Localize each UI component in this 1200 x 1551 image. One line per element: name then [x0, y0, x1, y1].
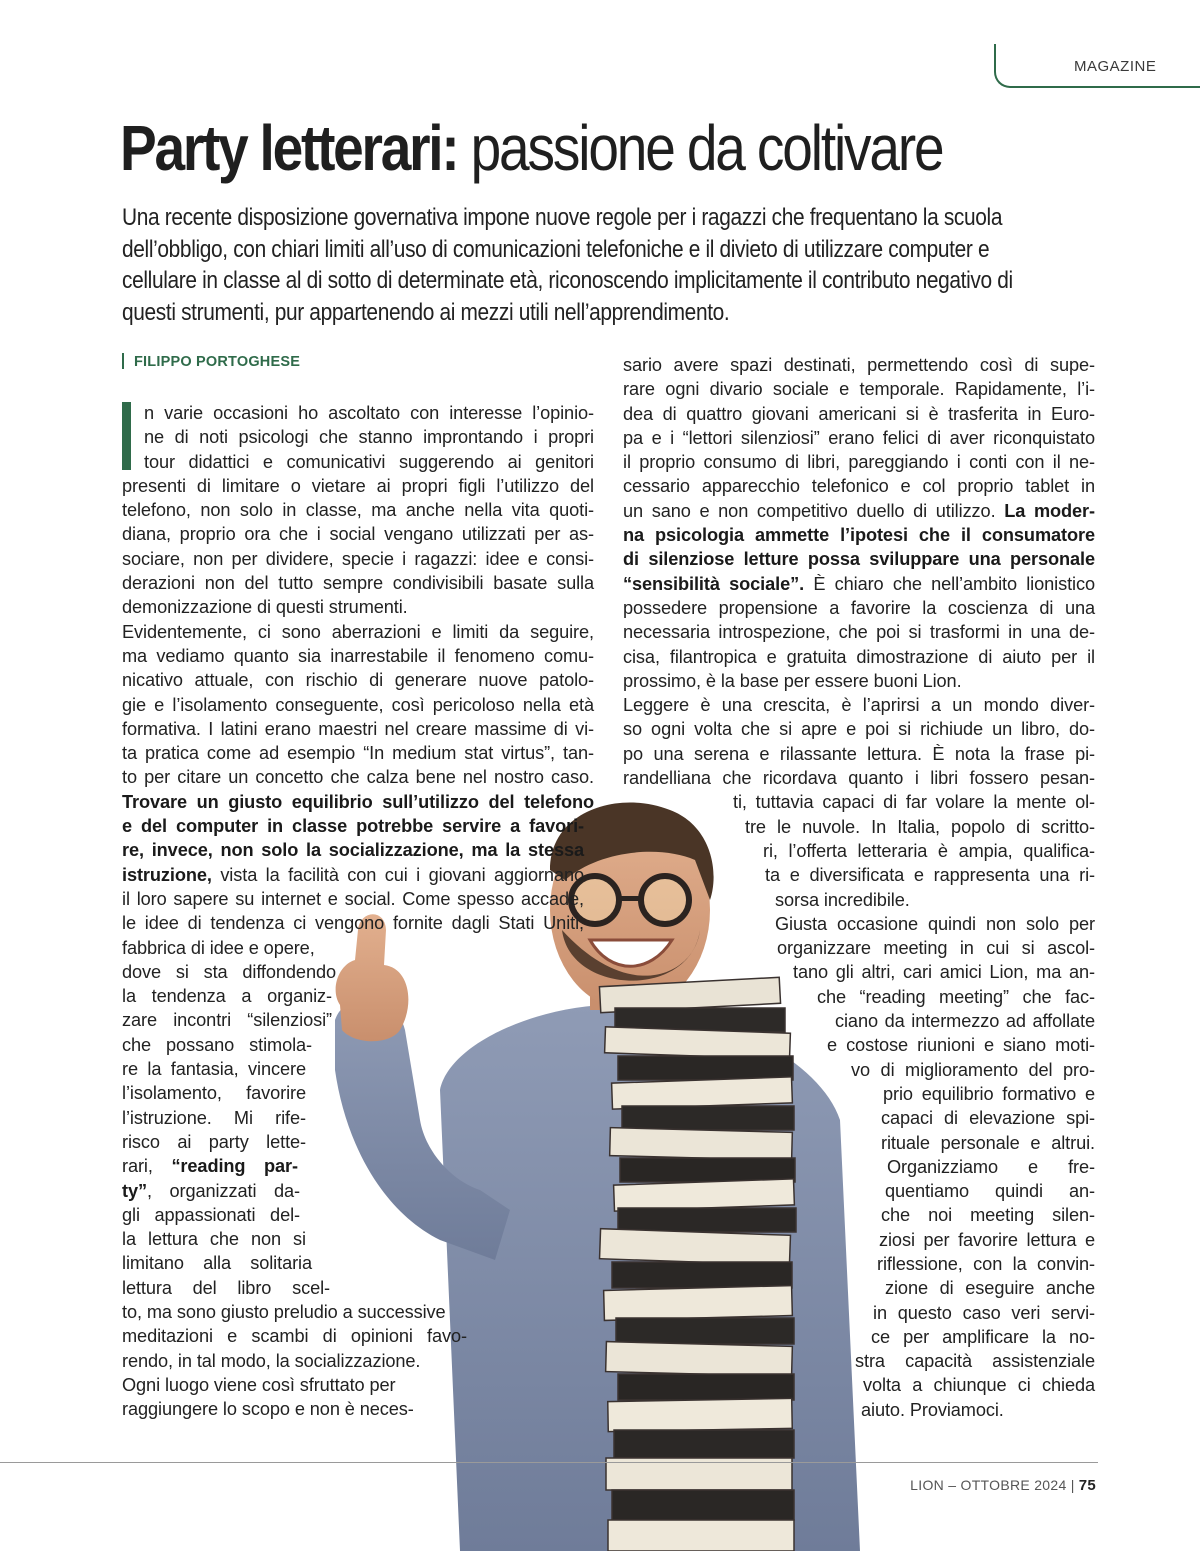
text-line: le idee di tendenza ci vengono fornite dagli Stati Uniti, [122, 913, 584, 934]
text-line: raggiungere lo scopo e non è neces- [122, 1399, 414, 1420]
text-line: stra capacità assistenziale [855, 1351, 1095, 1372]
text-line [122, 863, 584, 887]
text-line: l’istruzione. Mi rife- [122, 1107, 306, 1128]
text-run: , organizzati da- [146, 1180, 300, 1201]
footer-rule [0, 1462, 1098, 1463]
text-bold-run: istruzione, [122, 864, 212, 885]
text-line: ma vediamo quanto sia inarrestabile il fenomeno comu- [122, 645, 594, 666]
text-line: rendo, in tal modo, la socializzazione. [122, 1350, 421, 1371]
text-line: tre le nuvole. In Italia, popolo di scritto- [745, 816, 1095, 837]
text-line: cisa, filantropica e gratuita dimostrazione di aiuto per il [623, 646, 1095, 667]
text-line: n varie occasioni ho ascoltato con interesse l’opinio- [144, 403, 594, 423]
text-line: prossimo, è la base per essere buoni Lion. [623, 670, 962, 691]
text-line: po una serena e rilassante lettura. È nota la frase pi- [623, 743, 1095, 764]
issue-label: LION – OTTOBRE 2024 | [910, 1477, 1075, 1493]
text-line: riflessione, con la convin- [877, 1253, 1095, 1274]
text-line: l’isolamento, favorire [122, 1083, 306, 1104]
text-line: to, ma sono giusto preludio a successive [122, 1301, 446, 1322]
text-line: che “reading meeting” che fac- [817, 986, 1095, 1007]
text-line: Leggere è una crescita, è l’aprirsi a un mondo diver- [623, 695, 1095, 716]
text-line-bold: re, invece, non solo la socializzazione, ma la stessa [122, 840, 584, 861]
text-line: ziosi per favorire lettura e [879, 1229, 1095, 1250]
author-name: FILIPPO PORTOGHESE [134, 354, 301, 370]
article-lede: Una recente disposizione governativa impone nuove regole per i ragazzi che frequentano la scuola dell’obbligo, con chiari limiti all’uso di comunicazioni telefoniche e il divieto di utilizzare computer e cellulare in classe al di sotto di determinate età, riconoscendo implicitamente il contributo negativo di questi strumenti, pur appartenendo ai mezzi utili nell’apprendimento. [122, 204, 1013, 326]
text-line: e costose riunioni e siano moti- [827, 1035, 1095, 1056]
text-bold-run: “sensibilità sociale”. [623, 573, 805, 594]
text-line: re la fantasia, vincere [122, 1059, 306, 1080]
text-line: capaci di elevazione spi- [881, 1108, 1095, 1129]
text-line: meditazioni e scambi di opinioni favo- [122, 1326, 467, 1347]
text-bold-run: ty” [122, 1180, 147, 1201]
text-line: fabbrica di idee e opere, [122, 937, 315, 958]
text-line: Evidentemente, ci sono aberrazioni e limiti da seguire, [122, 621, 594, 642]
text-line: Giusta occasione quindi non solo per [775, 913, 1095, 934]
text-line: in questo caso veri servi- [873, 1302, 1095, 1323]
text-run: un sano e non competitivo duello di utilizzo. [623, 500, 1005, 521]
text-line: la lettura che non si [122, 1229, 306, 1250]
page-footer [910, 1477, 1096, 1494]
text-line: so ogni volta che si apre e poi si richiude un libro, do- [623, 719, 1095, 740]
text-line: sario avere spazi destinati, permettendo così di supe- [623, 355, 1095, 375]
text-line: dea di quattro giovani americani si è trasferita in Euro- [623, 403, 1095, 424]
text-line: ce per amplificare la no- [871, 1326, 1095, 1347]
text-line: derazioni non del tutto sempre condivisibili basate sulla [122, 573, 594, 594]
text-line: sociare, non per dividere, specie i ragazzi: idee e consi- [122, 548, 594, 569]
byline [122, 353, 300, 370]
text-line: quentiamo quindi an- [885, 1181, 1095, 1202]
text-line: gie e l’isolamento conseguente, così pericoloso nella età [122, 694, 594, 715]
text-line-bold: na psicologia ammette l’ipotesi che il consumatore [623, 525, 1095, 546]
text-line: diana, proprio ora che i social vengano utilizzati per as- [122, 524, 594, 545]
right-column [623, 353, 1095, 1422]
text-line [623, 499, 1095, 523]
text-line: pa e i “lettori silenziosi” erano felici di aver riconquistato [623, 427, 1095, 448]
text-run: vista la facilità con cui i giovani aggiornano [211, 864, 584, 885]
article-title [120, 112, 943, 184]
text-line: il loro sapere su internet e social. Come spesso accade, [122, 888, 584, 909]
text-line: zare incontri “silenziosi” [122, 1010, 332, 1031]
text-line: telefono, non solo in classe, ma anche nella vita quoti- [122, 500, 594, 521]
text-line: gli appassionati del- [122, 1204, 300, 1225]
text-line: rare ogni divario sociale e temporale. Rapidamente, l’i- [623, 379, 1095, 400]
text-line: che noi meeting silen- [881, 1205, 1095, 1226]
text-line: lettura del libro scel- [122, 1277, 330, 1298]
text-line: dove si sta diffondendo [122, 961, 336, 982]
text-run: È chiaro che nell’ambito lionistico [804, 573, 1095, 594]
text-line: demonizzazione di questi strumenti. [122, 597, 408, 618]
text-line: ti, tuttavia capaci di far volare la mente ol- [733, 792, 1095, 813]
text-line: che possano stimola- [122, 1034, 312, 1055]
text-line: il proprio consumo di libri, pareggiando i conti con il ne- [623, 452, 1095, 473]
text-line: risco ai party lette- [122, 1131, 306, 1152]
byline-bar [122, 353, 124, 369]
text-line: ta e diversificata e rappresenta una ri- [765, 865, 1095, 886]
title-bold: Party letterari: [120, 112, 458, 184]
text-line: aiuto. Proviamoci. [861, 1399, 1004, 1420]
text-line: to per citare un concetto che calza bene nel nostro caso. [122, 767, 594, 788]
text-line: tano gli altri, cari amici Lion, ma an- [793, 962, 1095, 983]
text-line: Ogni luogo viene così sfruttato per [122, 1374, 396, 1395]
text-line: nicativo attuale, con rischio di generare nuove patolo- [122, 670, 594, 691]
text-bold-run: La moder- [1004, 500, 1095, 521]
text-line: organizzare meeting in cui si ascol- [777, 938, 1095, 959]
text-line: cessario apparecchio telefonico e col proprio tablet in [623, 476, 1095, 497]
text-line: ciano da intermezzo ad affollate [835, 1011, 1095, 1032]
text-line-bold: e del computer in classe potrebbe servire a favori- [122, 816, 584, 837]
text-line [122, 1179, 300, 1203]
section-label: MAGAZINE [1074, 58, 1157, 75]
text-line: ri, l’offerta letteraria è ampia, qualifica- [763, 840, 1095, 861]
text-line: Organizziamo e fre- [887, 1156, 1095, 1177]
text-line: possedere propensione a favorire la coscienza di una [623, 597, 1095, 618]
text-line: zione di eseguire anche [885, 1278, 1095, 1299]
left-column [122, 401, 594, 1421]
text-bold-run: “reading par- [171, 1156, 298, 1177]
text-line: ne di noti psicologi che stanno improntando i propri [144, 427, 594, 448]
text-line [122, 1154, 298, 1178]
text-line: formativa. I latini erano maestri nel creare massime di vi- [122, 718, 594, 739]
text-line: prio equilibrio formativo e [883, 1083, 1095, 1104]
text-line [623, 572, 1095, 596]
text-line: vo di miglioramento del pro- [851, 1059, 1095, 1080]
text-line: sorsa incredibile. [775, 889, 910, 910]
text-line: necessaria introspezione, che poi si trasformi in una de- [623, 622, 1095, 643]
text-line: tour didattici e comunicativi suggerendo ai genitori [144, 451, 594, 472]
text-line: la tendenza a organiz- [122, 986, 332, 1007]
text-line: ta pratica come ad esempio “In medium stat virtus”, tan- [122, 743, 594, 764]
text-line: limitano alla solitaria [122, 1253, 312, 1274]
page-number: 75 [1078, 1477, 1096, 1494]
title-rest: passione da coltivare [457, 112, 943, 184]
text-line-bold: Trovare un giusto equilibrio sull’utilizzo del telefono [122, 791, 594, 812]
text-line: rituale personale e altrui. [881, 1132, 1095, 1153]
text-line: presenti di limitare o vietare ai propri figli l’utilizzo del [122, 475, 594, 496]
text-run: rari, [122, 1156, 172, 1177]
text-line-bold: di silenziose letture possa sviluppare una personale [623, 549, 1095, 570]
text-line: volta a chiunque ci chieda [863, 1375, 1095, 1396]
text-line: randelliana che ricordava quanto i libri fossero pesan- [623, 768, 1095, 789]
